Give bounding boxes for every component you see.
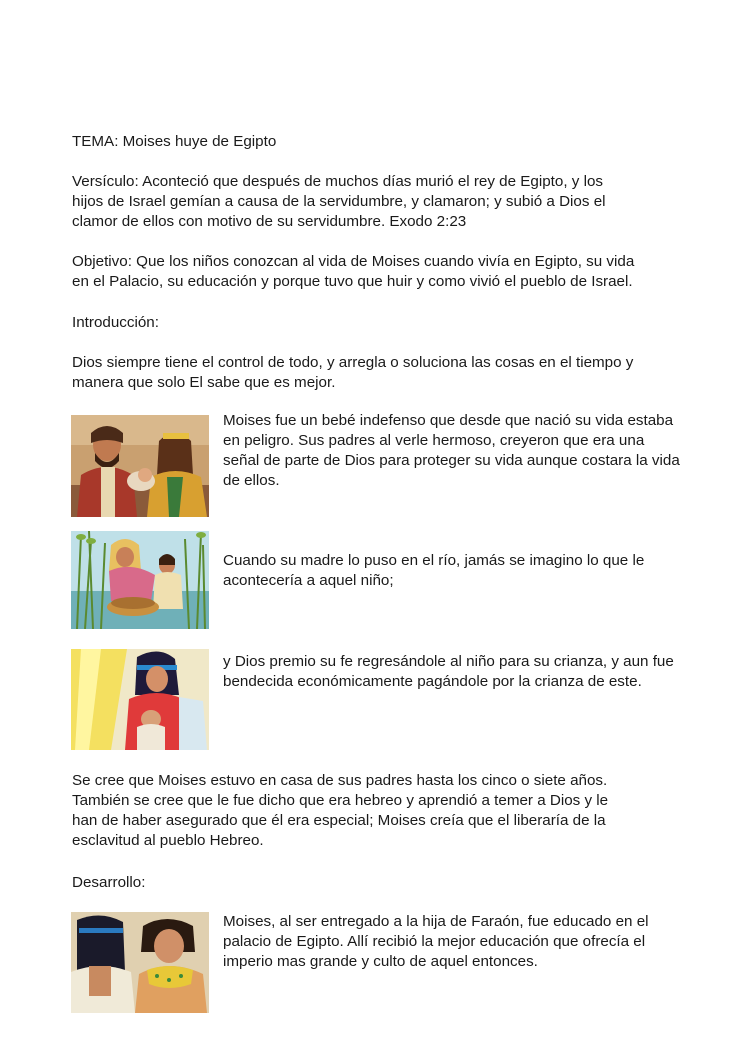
development-text: Moises, al ser entregado a la hija de Faraón, fue educado en el palacio de Egipto. Allí recibió la mejor educación que ofrecía el imperio mas grande y culto de aquel entonces.	[223, 913, 649, 970]
parents-with-baby-illustration	[71, 415, 209, 517]
development-heading: Desarrollo:	[72, 874, 146, 891]
block-1-text: Moises fue un bebé indefenso que desde que nació su vida estaba en peligro. Sus padres al verle hermoso, creyeron que era una señal de parte de Dios para proteger su vida aunque costara la vida de ellos.	[223, 412, 680, 489]
block-2-text: Cuando su madre lo puso en el río, jamás se imagino lo que le acontecería a aquel niño;	[223, 552, 645, 589]
lesson-objective: Objetivo: Que los niños conozcan al vida de Moises cuando vivía en Egipto, su vida en el Palacio, su educación y porque tuvo que huir y como vivió el pueblo de Israel.	[72, 253, 635, 290]
introduction-heading: Introducción:	[72, 314, 159, 331]
block-3-text: y Dios premio su fe regresándole al niño para su crianza, y aun fue bendecida económicamente pagándole por la crianza de este.	[223, 653, 674, 690]
lesson-theme: TEMA: Moises huye de Egipto	[72, 133, 277, 150]
basket-in-river-illustration	[71, 531, 209, 629]
moses-in-palace-illustration	[71, 912, 209, 1013]
mother-receives-child-illustration	[71, 649, 209, 750]
home-years-text: Se cree que Moises estuvo en casa de sus padres hasta los cinco o siete años. También se cree que le fue dicho que era hebreo y aprendió a temer a Dios y le han de haber asegurado que él era especial; Moises creía que el liberaría de la esclavitud al pueblo Hebreo.	[72, 772, 609, 849]
introduction-text: Dios siempre tiene el control de todo, y arregla o soluciona las cosas en el tiempo y manera que solo El sabe que es mejor.	[72, 354, 634, 391]
bible-verse: Versículo: Aconteció que después de muchos días murió el rey de Egipto, y los hijos de Israel gemían a causa de la servidumbre, y clamaron; y subió a Dios el clamor de ellos con motivo de su servidumbre. Exodo 2:23	[72, 173, 606, 230]
